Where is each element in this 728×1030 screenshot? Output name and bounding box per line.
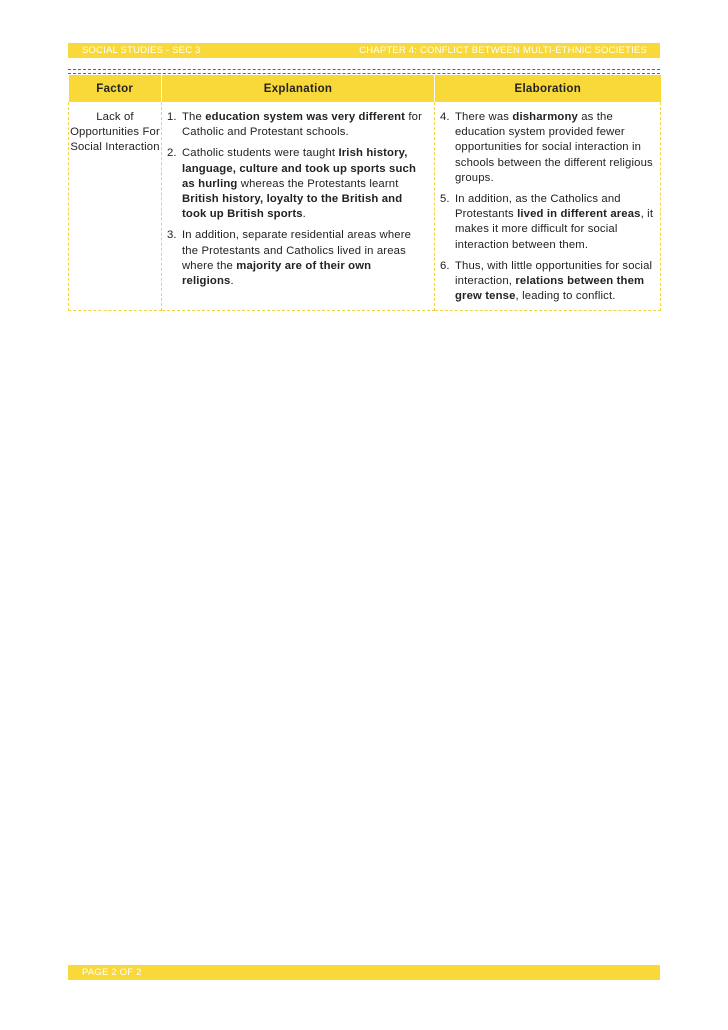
explanation-column-header: Explanation	[162, 75, 435, 102]
item-text: The	[182, 111, 206, 123]
header-divider-bottom	[68, 73, 660, 74]
list-item	[162, 110, 434, 140]
item-number: 2.	[167, 147, 177, 160]
item-number: 6.	[440, 259, 450, 272]
emphasis-text: Irish history, language, culture and took up sports such as hurling	[182, 147, 416, 190]
item-number: 3.	[167, 229, 177, 242]
header-divider-top	[68, 69, 660, 70]
factor-cell: Lack of Opportunities For Social Interaction	[69, 102, 162, 311]
table-header-row	[69, 75, 661, 102]
item-number: 4.	[440, 111, 450, 123]
chapter-title: CHAPTER 4: CONFLICT BETWEEN MULTI-ETHNIC SOCIETIES	[359, 45, 647, 56]
emphasis-text: disharmony	[512, 111, 578, 123]
table-row	[69, 102, 661, 311]
item-text: whereas the Protestants learnt	[237, 177, 399, 190]
emphasis-text: British history, loyalty to the British and took up British sports	[182, 193, 403, 221]
item-text: , it makes it more difficult for social interaction between them.	[455, 208, 654, 251]
item-text: .	[302, 208, 306, 221]
list-item	[435, 192, 660, 253]
list-item	[435, 259, 660, 305]
explanation-cell	[162, 102, 435, 311]
item-text: Thus, with little opportunities for social interaction,	[455, 259, 653, 288]
list-item	[435, 110, 660, 186]
list-item	[162, 146, 434, 222]
subject-label: SOCIAL STUDIES - SEC 3	[82, 45, 201, 56]
emphasis-text: relations between them grew tense	[455, 275, 645, 303]
page-footer-bar	[68, 965, 660, 980]
elaboration-column-header: Elaboration	[435, 75, 661, 102]
item-text: .	[230, 275, 234, 288]
elaboration-list	[435, 110, 660, 304]
item-text: There was	[455, 111, 513, 123]
emphasis-text: majority are of their own religions	[182, 259, 372, 288]
item-text: for Catholic and Protestant schools.	[182, 111, 423, 139]
item-text: , leading to conflict.	[515, 290, 616, 303]
item-text: Catholic students were taught	[182, 147, 339, 160]
list-item	[162, 228, 434, 289]
emphasis-text: education system was very different	[205, 111, 406, 123]
explanation-list	[162, 110, 434, 289]
notes-table	[68, 75, 661, 311]
factor-column-header: Factor	[69, 75, 162, 102]
page-header-bar	[68, 43, 660, 58]
item-text: In addition, as the Catholics and Protestants	[455, 193, 621, 221]
elaboration-cell	[435, 102, 661, 311]
item-number: 1.	[167, 111, 177, 123]
item-number: 5.	[440, 193, 450, 206]
item-text: In addition, separate residential areas where the Protestants and Catholics lived in areas where the	[182, 229, 412, 272]
page-number: PAGE 2 OF 2	[82, 967, 142, 978]
item-text: as the education system provided fewer opportunities for social interaction in schools between the different religious groups.	[455, 111, 653, 184]
emphasis-text: lived in different areas	[517, 208, 641, 221]
